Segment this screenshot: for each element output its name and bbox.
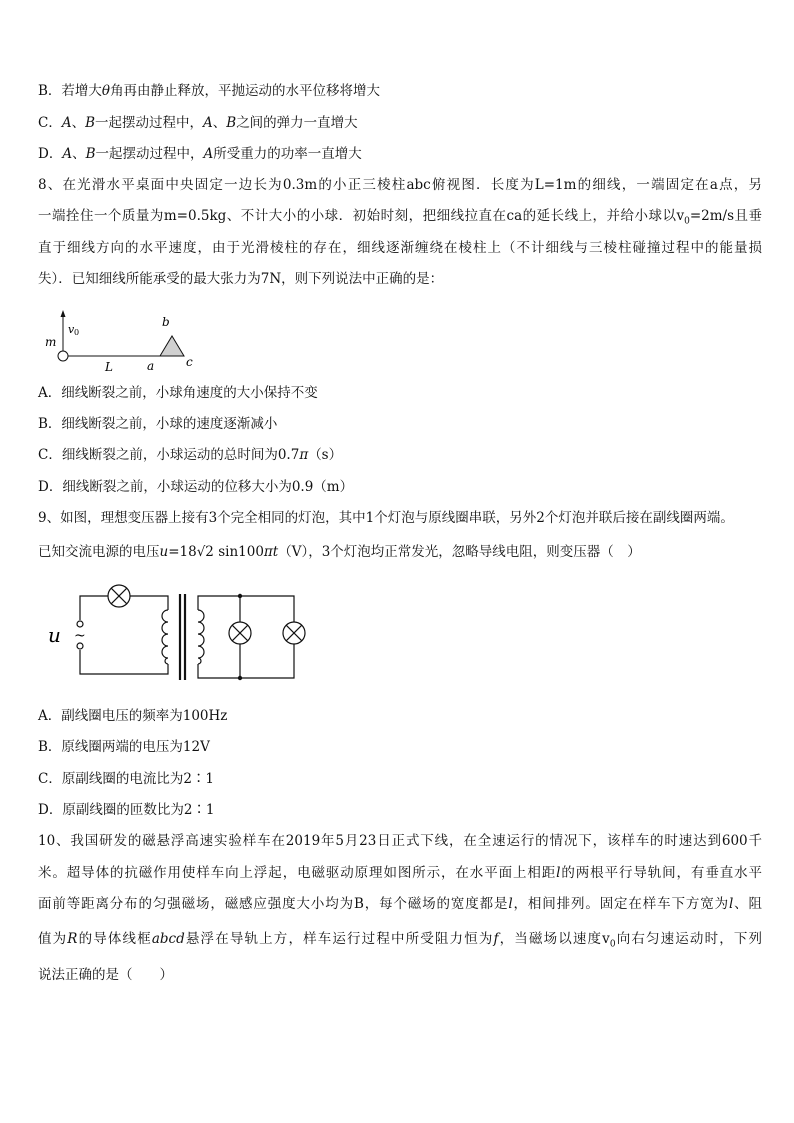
q9-stem-line2 xyxy=(38,543,641,561)
q7-option-c-prefix: C． xyxy=(38,115,62,131)
q8-option-d: D．细线断裂之前，小球运动的位移大小为0.9（m） xyxy=(38,479,354,495)
q9-circuit-figure xyxy=(40,580,320,688)
q10-stem-line3b: ，相间排列。固定在样车下方宽为 xyxy=(512,896,729,912)
q7-sep: 、 xyxy=(71,115,86,131)
q7-option-b-prefix: B．若增大 xyxy=(38,83,102,99)
primary-coil xyxy=(162,610,168,664)
q9-option-c: C．原副线圈的电流比为2∶1 xyxy=(38,771,215,787)
q10-l: l xyxy=(728,896,734,912)
q7-option-d-mid1: 一起摆动过程中， xyxy=(95,146,204,162)
q10-l: l xyxy=(556,865,561,881)
q10-f: f xyxy=(493,931,499,947)
q7-option-d-rest: 所受重力的功率一直增大 xyxy=(213,146,362,162)
q10-l: l xyxy=(508,896,513,912)
q7-option-b xyxy=(38,82,380,100)
ball xyxy=(58,351,68,361)
q10-stem-line3c: 、阻 xyxy=(733,896,763,912)
q7-option-d xyxy=(38,145,362,163)
junction-top xyxy=(238,594,242,598)
q9-option-a: A．副线圈电压的频率为100Hz xyxy=(38,708,228,724)
q7-var-b: B xyxy=(85,115,96,131)
q10-stem-line5: 说法正确的是（ ） xyxy=(38,967,173,983)
q8-option-c-pi: π xyxy=(299,447,309,463)
q8-stem-line1: 8、在光滑水平桌面中央固定一边长为0.3m的小正三棱柱abc俯视图．长度为L=1m的细线，一端固定在a点，另 xyxy=(38,177,762,193)
q7-var-a: A xyxy=(61,115,72,131)
label-v: v xyxy=(68,323,75,336)
label-b: b xyxy=(162,315,170,329)
q8-stem-line4: 失）．已知细线所能承受的最大张力为7N，则下列说法中正确的是： xyxy=(38,271,444,287)
q7-option-d-prefix: D． xyxy=(38,146,63,162)
q7-var-a: A xyxy=(62,146,73,162)
primary-wire-top-right xyxy=(130,596,168,610)
q7-option-c-mid1: 一起摆动过程中， xyxy=(95,115,204,131)
q7-theta: θ xyxy=(101,83,111,99)
label-c: c xyxy=(186,355,193,369)
q8-v0-subscript: 0 xyxy=(684,216,690,227)
q7-sep: 、 xyxy=(72,146,86,162)
q10-stem-line4d: ，当磁场以速度v xyxy=(498,931,610,947)
q8-option-a: A．细线断裂之前，小球角速度的大小保持不变 xyxy=(38,385,318,401)
q9-u: u xyxy=(159,544,169,560)
q10-stem-line4e: 向右匀速运动时，下列 xyxy=(615,931,763,947)
label-L: L xyxy=(105,360,113,374)
source-label-u: u xyxy=(48,623,61,647)
q10-stem-line1: 10、我国研发的磁悬浮高速实验样车在2019年5月23日正式下线，在全速运行的情况下，该样车的时速达到600千 xyxy=(38,833,762,849)
q9-t: t xyxy=(272,544,279,560)
q9-option-d: D．原副线圈的匝数比为2∶1 xyxy=(38,802,215,818)
q9-stem-line2b: （V），3个灯泡均正常发光，忽略导线电阻，则变压器（ ） xyxy=(278,544,641,560)
q8-stem-line2 xyxy=(38,207,762,231)
label-a: a xyxy=(147,359,155,373)
primary-wire-bottom xyxy=(80,650,168,674)
primary-wire-top-left xyxy=(80,596,108,620)
secondary-coil xyxy=(198,610,204,664)
q9-sin: sin100 xyxy=(213,544,264,560)
q7-var-b: B xyxy=(226,115,237,131)
q8-figure xyxy=(40,308,210,376)
secondary-wire-bottom xyxy=(198,644,294,678)
label-v-sub: 0 xyxy=(74,328,80,337)
q10-stem-line3 xyxy=(38,895,762,913)
q10-R: R xyxy=(67,931,78,947)
q9-stem-line2a: 已知交流电源的电压 xyxy=(38,544,160,560)
junction-bottom xyxy=(238,676,242,680)
q8-stem-line3: 直于细线方向的水平速度，由于光滑棱柱的存在，细线逐渐缠绕在棱柱上（不计细线与三棱柱碰撞过程中的能量损 xyxy=(38,240,762,256)
q8-stem-line2a: 一端拴住一个质量为m=0.5kg、不计大小的小球．初始时刻，把细线拉直在ca的延长线上，并给小球以v xyxy=(38,208,685,224)
q9-stem-line1: 9、如图，理想变压器上接有3个完全相同的灯泡，其中1个灯泡与原线圈串联，另外2个灯泡并联后接在副线圈两端。 xyxy=(38,510,734,526)
q10-stem-line4a: 值为 xyxy=(38,931,68,947)
q9-pi: π xyxy=(263,544,273,560)
q7-option-c xyxy=(38,114,358,132)
q7-var-b: B xyxy=(85,146,96,162)
q10-stem-line4c: 悬浮在导轨上方，样车运行过程中所受阻力恒为 xyxy=(184,931,494,947)
source-ac-symbol: ~ xyxy=(74,628,86,644)
q10-stem-line3a: 面前等距离分布的匀强磁场，磁感应强度大小均为B，每个磁场的宽度都是 xyxy=(38,896,509,912)
q9-sqrt2: √2 xyxy=(196,544,214,560)
source-terminal-top xyxy=(77,621,83,627)
q10-stem-line2 xyxy=(38,864,762,882)
q7-sep: 、 xyxy=(212,115,227,131)
q7-option-c-mid2: 之间的弹力一直增大 xyxy=(236,115,358,131)
q7-option-b-rest: 角再由静止释放，平抛运动的水平位移将增大 xyxy=(110,83,381,99)
q9-option-b: B．原线圈两端的电压为12V xyxy=(38,739,210,755)
q10-abcd: abcd xyxy=(151,931,185,947)
q8-option-b: B．细线断裂之前，小球的速度逐渐减小 xyxy=(38,416,278,432)
label-m: m xyxy=(45,335,57,349)
q10-stem-line4 xyxy=(38,930,762,954)
q7-var-a: A xyxy=(203,115,213,131)
q7-var-a: A xyxy=(203,146,214,162)
q9-eq: =18 xyxy=(168,544,197,560)
velocity-arrowhead xyxy=(61,310,66,317)
q8-option-c-unit: （s） xyxy=(308,447,343,463)
q10-stem-line2b: 的两根平行导轨间，有垂直水平 xyxy=(560,865,763,881)
secondary-wire-top xyxy=(198,596,294,622)
q8-option-c-text: C．细线断裂之前，小球运动的总时间为0.7 xyxy=(38,447,300,463)
triangular-prism xyxy=(160,336,184,356)
q10-stem-line4b: 的导体线框 xyxy=(77,931,152,947)
q10-stem-line2a: 米。超导体的抗磁作用使样车向上浮起，电磁驱动原理如图所示，在水平面上相距 xyxy=(38,865,557,881)
q10-v0-subscript: 0 xyxy=(609,939,616,950)
q8-option-c xyxy=(38,446,342,464)
q8-stem-line2b: =2m/s且垂 xyxy=(689,208,762,224)
